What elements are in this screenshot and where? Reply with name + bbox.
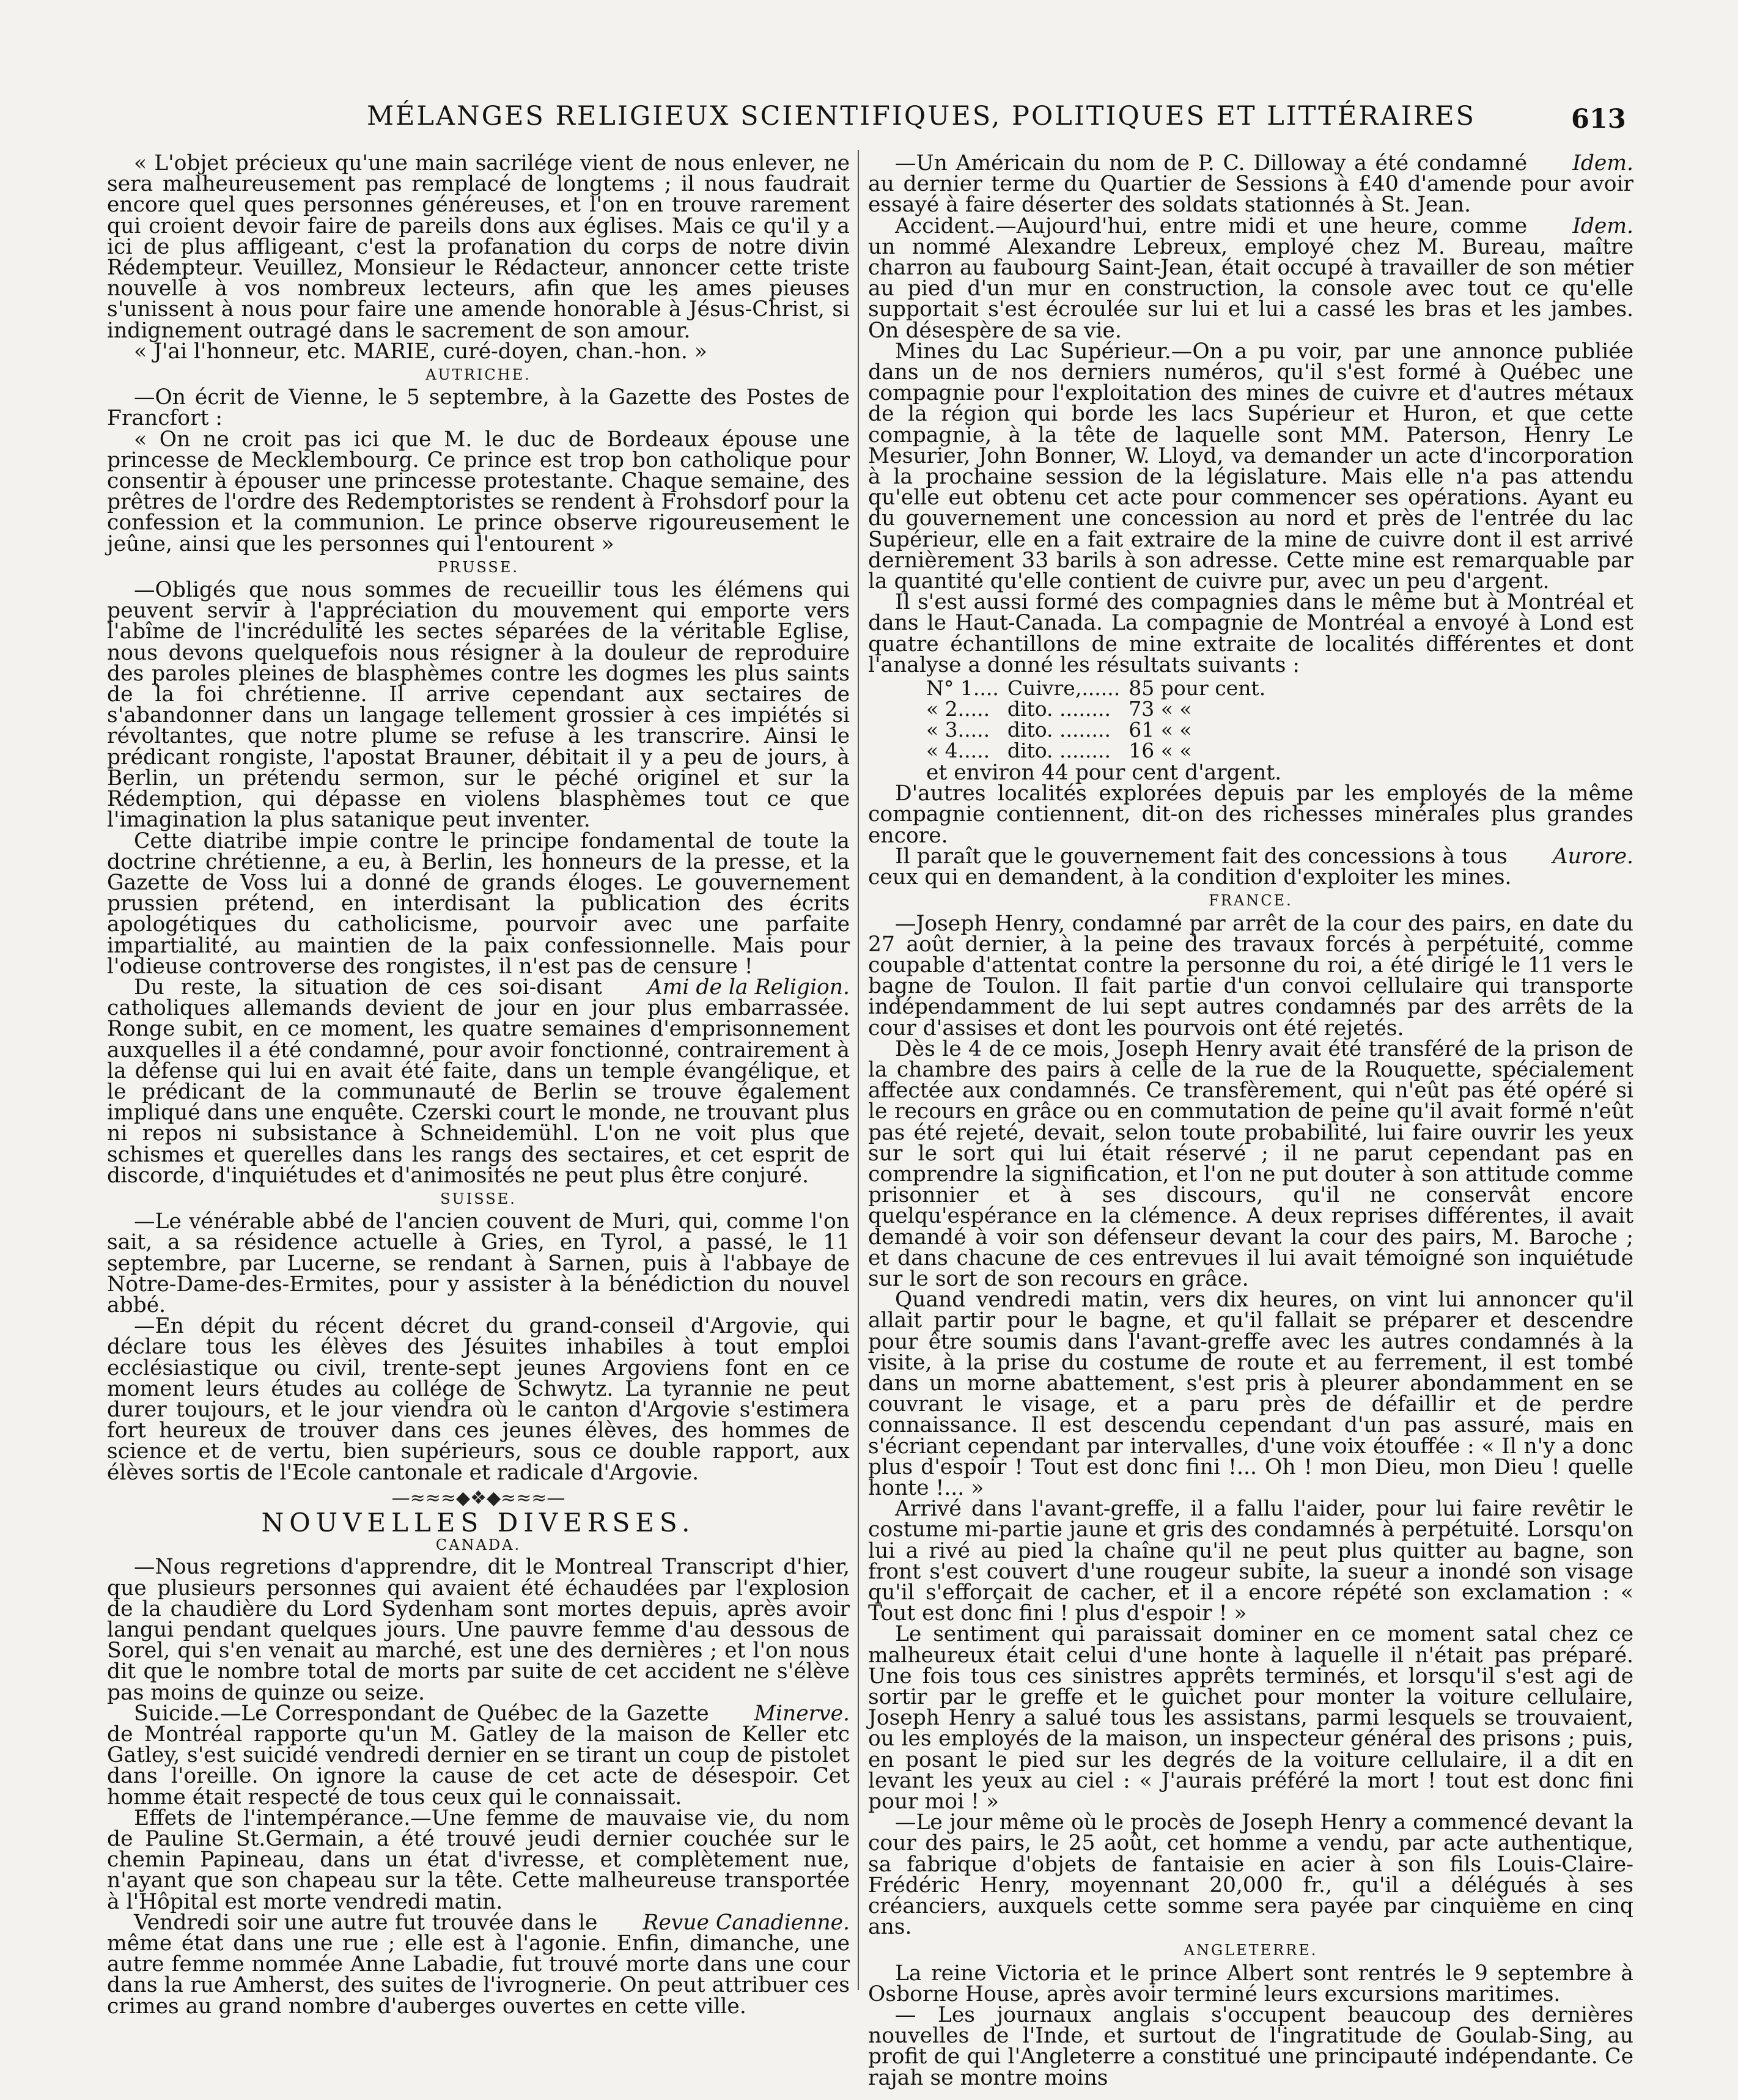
article-paragraph xyxy=(107,974,850,1188)
article-paragraph: Arrivé dans l'avant-greffe, il a fallu l'aider, pour lui faire revêtir le costume mi-partie jaune et gris des condamnés à perpétuité. Lorsqu'on lui a rivé au pied la chaîne qu'il ne peut plus quitter au bagne, son front s'est couvert d'une rougeur subite, la sueur a inondé son visage qu'il s'efforçait de cacher, et il a encore répété son exclamation : « Tout est donc fini ! plus d'espoir ! » xyxy=(868,1497,1633,1626)
table-row xyxy=(926,699,1274,720)
source-attribution: Revue Canadienne. xyxy=(643,1910,850,1935)
table-cell: 85 pour cent. xyxy=(1129,676,1266,701)
assay-footer: et environ 44 pour cent d'argent. xyxy=(926,761,1282,786)
table-cell: 73 « « xyxy=(1129,697,1192,721)
table-cell: Cuivre,...... xyxy=(1007,676,1121,701)
page-number: 613 xyxy=(1571,104,1626,134)
table-row xyxy=(926,720,1274,740)
paragraph-text: Du reste, la situation de ces soi-disant catholiques allemands devient de jour en jour plus embarrassée. Ronge subit, en ce moment, les quatre semaines d'emprisonnement auxquelles il a été condamné, pour avoir fonctionné, contrairement à la défense qui lui en avait été faite, dans un temple évangélique, et le prédicant de la communauté de Berlin se trouve également impliqué dans une enquête. Czerski court le monde, ne trouvant plus ni repos ni subsistance à Schneidemühl. L'on ne voit plus que schismes et querelles dans les rangs des sectaires, et cet esprit de discorde, d'inquiétudes et d'animosités ne peut plus être conjuré. xyxy=(107,974,850,1188)
article-paragraph xyxy=(107,1703,850,1808)
column-divider xyxy=(858,150,859,1990)
article-paragraph: Mines du Lac Supérieur.—On a pu voir, par une annonce publiée dans un de nos derniers numéros, qu'il s'est formé à Québec une compagnie pour l'exploitation des mines de cuivre et d'autres métaux de la région qui borde les lacs Supérieur et Huron, et que cette compagnie, à la tête de laquelle sont MM. Paterson, Henry Le Mesurier, John Bonner, W. Lloyd, va demander un acte d'incorporation à la prochaine session de la législature. Mais elle n'a pas attendu qu'elle eut obtenu cet acte pour commencer ses opérations. Ayant eu du gouvernement une concession au nord et près de l'entrée du lac Supérieur, elle en a fait extraire de la mine de cuivre dont il est arrivé dernièrement 33 barils à son adresse. Cette mine est remarquable par la quantité qu'elle contient de cuivre pur, avec un peu d'argent. xyxy=(868,339,1633,594)
right-column xyxy=(868,153,1633,2088)
source-attribution: Aurore. xyxy=(1552,844,1633,869)
section-heading-france: FRANCE. xyxy=(1209,892,1293,910)
table-cell: « 2..... xyxy=(926,697,990,721)
table-cell: dito. ........ xyxy=(1007,739,1111,763)
article-paragraph: Le sentiment qui paraissait dominer en ce moment satal chez ce malheureux était celui d'une honte à laquelle il n'était pas préparé. Une fois tous ces sinistres apprêts terminés, et lorsqu'il s'est agi de sortir par le greffe et le guichet pour monter la voiture cellulaire, Joseph Henry a salué tous les assistans, parmi lesquels se trouvaient, ou les employés de la maison, un inspecteur général des prisons ; puis, en posant le pied sur les degrés de la voiture cellulaire, il a dit en levant les yeux au ciel : « J'aurais préféré la mort ! tout est donc fini pour moi ! » xyxy=(868,1622,1633,1814)
article-paragraph xyxy=(107,1912,850,2017)
article-paragraph: —Joseph Henry, condamné par arrêt de la cour des pairs, en date du 27 août dernier, à la peine des travaux forcés à perpétuité, comme coupable d'attentat contre la personne du roi, a été dirigé le 11 vers le bagne de Toulon. Il fait partie d'un convoi cellulaire qui transporte indépendamment de lui sept autres condamnés par des arrêts de la cour d'assises et dont les pourvois ont été rejetés. xyxy=(868,911,1633,1041)
article-paragraph: « L'objet précieux qu'une main sacrilége vient de nous enlever, ne sera malheureusement pas remplacé de longtems ; il nous faudrait encore quel ques personnes généreuses, et l'on en trouve rarement qui croient devoir faire de pareils dons aux églises. Mais ce qu'il y a ici de plus affligeant, c'est la profanation du corps de notre divin Rédempteur. Veuillez, Monsieur le Rédacteur, annoncer cette triste nouvelle à vos nombreux lecteurs, afin que les ames pieuses s'unissent à nous pour faire une amende honorable à Jésus-Christ, si indignement outragé dans le sacrement de son amour. xyxy=(107,151,850,343)
assay-results-table xyxy=(926,678,1274,761)
section-heading-prusse: PRUSSE. xyxy=(437,558,520,576)
article-paragraph: Il s'est aussi formé des compagnies dans le même but à Montréal et dans le Haut-Canada. La compagnie de Montréal a envoyé à Lond est quatre échantillons de mine extraite de localités différentes et dont l'analyse a donné les résultats suivants : xyxy=(868,590,1633,677)
ornamental-divider: —≈≈≈◆❖◆≈≈≈— xyxy=(391,1487,565,1509)
table-row xyxy=(926,678,1274,699)
table-cell: « 3..... xyxy=(926,718,990,742)
running-title: MÉLANGES RELIGIEUX SCIENTIFIQUES, POLITIQUES ET LITTÉRAIRES xyxy=(367,101,1476,131)
article-paragraph: La reine Victoria et le prince Albert sont rentrés le 9 septembre à Osborne House, après avoir terminé leurs excursions maritimes. xyxy=(868,1961,1633,2006)
table-cell: N° 1.... xyxy=(926,676,999,701)
article-paragraph: —En dépit du récent décret du grand-conseil d'Argovie, qui déclare tous les élèves des Jésuites inhabiles à tout emploi ecclésiastique ou civil, trente-sept jeunes Argoviens font en ce moment leurs études au collége de Schwytz. La tyrannie ne peut durer toujours, et le jour viendra où le canton d'Argovie s'estimera fort heureux de trouver dans ces jeunes élèves, des hommes de science et de vertu, bien supérieurs, sous ce double rapport, aux élèves sortis de l'Ecole cantonale et radicale d'Argovie. xyxy=(107,1314,850,1485)
source-attribution: Idem. xyxy=(1572,151,1633,175)
table-cell: 61 « « xyxy=(1129,718,1192,742)
section-heading-suisse: SUISSE. xyxy=(440,1190,517,1207)
source-attribution: Minerve. xyxy=(754,1701,850,1726)
article-paragraph: —Obligés que nous sommes de recueillir tous les élémens qui peuvent servir à l'appréciation du mouvement qui emporte vers l'abîme de l'incrédulité les sectes séparées de la véritable Eglise, nous devons quelquefois nous résigner à la douleur de reproduire des paroles pleines de blasphèmes contre les dogmes les plus saints de la foi chrétienne. Il arrive cependant aux sectaires de s'abandonner dans un langage tellement grossier à ces impiétés si révoltantes, que notre plume se refuse à les transcrire. Ainsi le prédicant rongiste, l'apostat Brauner, débitait il y a peu de jours, à Berlin, un prétendu sermon, sur le péché originel et sur la Rédemption, qui dépasse en violens blasphèmes tout ce que l'imagination la plus satanique peut inventer. xyxy=(107,578,850,833)
paragraph-text: —Un Américain du nom de P. C. Dilloway a été condamné au dernier terme du Quartier de Sessions à £40 d'amende pour avoir essayé à faire déserter des soldats stationnés à St. Jean. xyxy=(868,151,1633,218)
paragraph-text: Suicide.—Le Correspondant de Québec de la Gazette de Montréal rapporte qu'un M. Gatley de la maison de Keller etc Gatley, s'est suicidé vendredi dernier en se tirant un coup de pistolet dans l'oreille. On ignore la cause de cet acte de désespoir. Cet homme était respecté de tous ceux qui le connaissait. xyxy=(107,1701,850,1810)
letter-signature: « J'ai l'honneur, etc. MARIE, curé-doyen, chan.-hon. » xyxy=(134,339,707,364)
article-paragraph xyxy=(868,846,1633,888)
article-paragraph: Cette diatribe impie contre le principe fondamental de toute la doctrine chrétienne, a eu, à Berlin, les honneurs de la presse, et la Gazette de Voss lui a donné de grands éloges. Le gouvernement prussien prétend, en interdisant la publication des écrits apologétiques du catholicisme, pourvoir avec une parfaite impartialité, au maintien de la paix confessionnelle. Mais pour l'odieuse controverse des rongistes, il n'est pas de censure ! xyxy=(107,828,850,979)
table-cell: « 4..... xyxy=(926,739,990,763)
article-paragraph xyxy=(868,213,1633,343)
left-column xyxy=(107,153,850,2017)
article-paragraph: « On ne croit pas ici que M. le duc de Bordeaux épouse une princesse de Mecklembourg. Ce prince est trop bon catholique pour consentir à épouser une princesse protestante. Chaque semaine, des prêtres de l'ordre des Redemptoristes se rendent à Frohsdorf pour la confession et la communion. Le prince observe rigoureusement le jeûne, ainsi que les personnes qui l'entourent » xyxy=(107,427,850,556)
article-paragraph: Dès le 4 de ce mois, Joseph Henry avait été transféré de la prison de la chambre des pairs à celle de la rue de la Rouquette, spécialement affectée aux condamnés. Ce transfèrement, qui n'eût pas été opéré si le recours en grâce ou en commutation de peine qu'il avait formé n'eût pas été rejeté, devait, selon toute probabilité, lui faire ouvrir les yeux sur le sort qui lui était réservé ; il ne parut cependant pas en comprendre la signification, et l'on ne put douter à son attitude comme prisonnier et à ses discours, qu'il ne conservât encore quelqu'espérance en la clémence. A deux reprises différentes, il avait demandé à voir son défenseur devant la cour des pairs, M. Baroche ; et dans chacune de ces entrevues il lui avait témoigné son inquiétude sur le sort de son recours en grâce. xyxy=(868,1036,1633,1291)
section-heading-autriche: AUTRICHE. xyxy=(425,366,531,384)
article-paragraph: — Les journaux anglais s'occupent beaucoup des dernières nouvelles de l'Inde, et surtout de l'ingratitude de Goulab-Sing, au profit de qui l'Angleterre a constitué une principauté indépendante. Ce rajah se montre moins xyxy=(868,2003,1633,2090)
paragraph-text: Accident.—Aujourd'hui, entre midi et une heure, comme un nommé Alexandre Lebreux, employé chez M. Bureau, maître charron au faubourg Saint-Jean, était occupé à travailler de son métier au pied d'un mur en construction, la console avec tout ce qu'elle supportait s'est écroulée sur lui et lui a cassé les bras et les jambes. On désespère de sa vie. xyxy=(868,213,1633,343)
paragraph-text: Vendredi soir une autre fut trouvée dans le même état dans une rue ; elle est à l'agonie. Enfin, dimanche, une autre femme nommée Anne Labadie, fut trouvé morte dans une cour dans la rue Amherst, des suites de l'ivrognerie. On peut attribuer ces crimes au grand nombre d'auberges ouvertes en cette ville. xyxy=(107,1910,850,2019)
article-paragraph: D'autres localités explorées depuis par les employés de la même compagnie contiennent, dit-on des richesses minérales plus grandes encore. xyxy=(868,781,1633,848)
source-attribution: Ami de la Religion. xyxy=(647,974,850,1000)
table-cell: 16 « « xyxy=(1129,739,1192,763)
article-paragraph xyxy=(868,153,1633,216)
article-paragraph: Quand vendredi matin, vers dix heures, on vint lui annoncer qu'il allait partir pour le bagne, et qu'il fallait se préparer et descendre pour être soumis dans l'avant-greffe avec les autres condamnés à la visite, à la prise du costume de route et au ferrement, il est tombé dans un morne abattement, s'est pris à pleurer abondamment en se couvrant le visage, et a paru près de défaillir et de perdre connaissance. Il est descendu cependant d'un pas assuré, mais en s'écriant cependant par intervalles, d'une voix étouffée : « Il n'y a donc plus d'espoir ! Tout est donc fini !... Oh ! mon Dieu, mon Dieu ! quelle honte !... » xyxy=(868,1288,1633,1500)
article-paragraph: —Nous regretions d'apprendre, dit le Montreal Transcript d'hier, que plusieurs personnes qui avaient été échaudées par l'explosion de la chaudière du Lord Sydenham sont mortes depuis, après avoir langui pendant quelques jours. Une pauvre femme d'au dessous de Sorel, qui s'en venait au marché, est une des dernières ; et l'on nous dit que le nombre total de morts par suite de cet accident ne s'élève pas moins de quinze ou seize. xyxy=(107,1555,850,1705)
paragraph-text: Il paraît que le gouvernement fait des concessions à tous ceux qui en demandent, à la condition d'exploiter les mines. xyxy=(868,844,1512,890)
section-heading-angleterre: ANGLETERRE. xyxy=(1184,1942,1318,1959)
table-cell: dito. ........ xyxy=(1007,718,1111,742)
article-paragraph: Effets de l'intempérance.—Une femme de mauvaise vie, du nom de Pauline St.Germain, a été trouvé jeudi dernier couchée sur le chemin Papineau, dans un état d'ivresse, et complètement nue, n'ayant que son chapeau sur la tête. Cette malheureuse transportée à l'Hôpital est morte vendredi matin. xyxy=(107,1805,850,1914)
article-paragraph: —Le vénérable abbé de l'ancien couvent de Muri, qui, comme l'on sait, a sa résidence actuelle à Gries, en Tyrol, a passé, le 11 septembre, par Lucerne, se rendant à Sarnen, puis à l'abbaye de Notre-Dame-des-Ermites, pour y assister à la bénédiction du nouvel abbé. xyxy=(107,1209,850,1317)
article-paragraph: —On écrit de Vienne, le 5 septembre, à la Gazette des Postes de Francfort : xyxy=(107,385,850,431)
table-cell: dito. ........ xyxy=(1007,697,1111,721)
section-title-nouvelles: NOUVELLES DIVERSES. xyxy=(261,1508,696,1538)
section-heading-canada: CANADA. xyxy=(435,1536,521,1554)
table-row xyxy=(926,740,1274,761)
article-paragraph: —Le jour même où le procès de Joseph Henry a commencé devant la cour des pairs, le 25 août, cet homme a vendu, par acte authentique, sa fabrique d'objets de fantaisie en acier à son fils Louis-Claire-Frédéric Henry, moyennant 20,000 fr., qu'il a délégués à ses créanciers, auxquels cette somme sera payée par cinquième en cinq ans. xyxy=(868,1810,1633,1940)
source-attribution: Idem. xyxy=(1572,213,1633,238)
